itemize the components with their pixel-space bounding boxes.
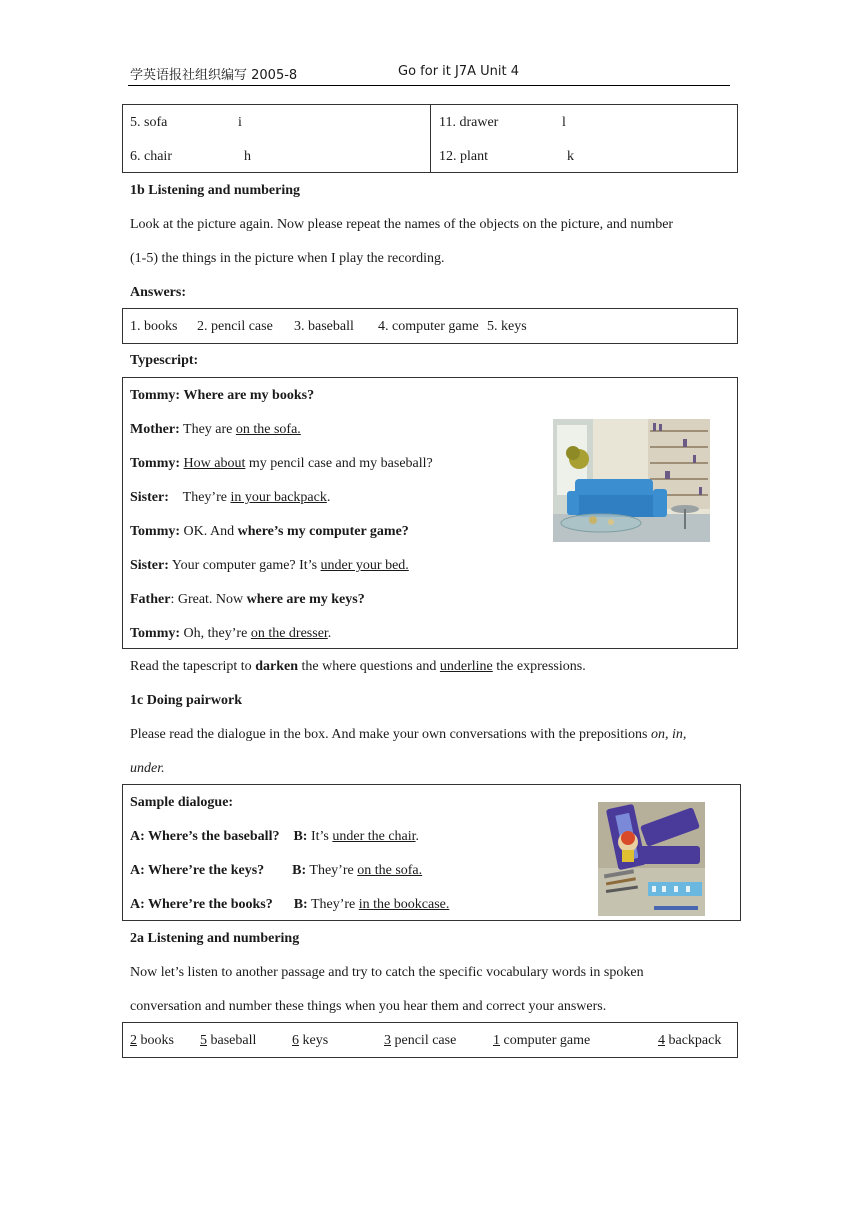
numbered-item: 6 keys — [292, 1033, 329, 1048]
numbered-item: 4 backpack — [658, 1033, 722, 1048]
header-center: Go for it J7A Unit 4 — [398, 64, 520, 79]
numbered-item: 3 pencil case — [384, 1033, 457, 1048]
answer-item: 4. computer game — [378, 319, 479, 334]
vocab-word: 12. plant — [439, 149, 488, 164]
header-left: 学英语报社组织编写 2005-8 — [130, 68, 298, 83]
dialogue-line: Tommy: Oh, they’re on the dresser. — [130, 626, 332, 641]
vocab-letter: h — [244, 149, 251, 164]
section-heading-1b: 1b Listening and numbering — [130, 183, 300, 198]
vocab-letter: k — [567, 149, 574, 164]
section-heading-1c: 1c Doing pairwork — [130, 693, 242, 708]
answer-item: 1. books — [130, 319, 178, 334]
instruction-2a-line1: Now let’s listen to another passage and try to catch the specific vocabulary words in spoken — [130, 965, 644, 980]
answer-item: 2. pencil case — [197, 319, 273, 334]
instruction-1b-line2: (1-5) the things in the picture when I play the recording. — [130, 251, 445, 266]
sample-dialogue-label: Sample dialogue: — [130, 795, 234, 810]
instruction-2a-line2: conversation and number these things when you hear them and correct your answers. — [130, 999, 607, 1014]
section-heading-2a: 2a Listening and numbering — [130, 931, 300, 946]
dialogue-line: Sister: Your computer game? It’s under your bed. — [130, 558, 409, 573]
dialogue-line: Tommy: How about my pencil case and my baseball? — [130, 456, 433, 471]
living-room-photo — [553, 419, 710, 542]
vocab-word: 11. drawer — [439, 115, 499, 130]
answer-item: 3. baseball — [294, 319, 354, 334]
answer-item: 5. keys — [487, 319, 527, 334]
dialogue-line: Father: Great. Now where are my keys? — [130, 592, 365, 607]
header-rule — [128, 85, 730, 86]
numbered-item: 2 books — [130, 1033, 174, 1048]
sample-line: A: Where’re the books? B: They’re in the bookcase. — [130, 897, 450, 912]
vocab-word: 5. sofa — [130, 115, 168, 130]
typescript-label: Typescript: — [130, 353, 199, 368]
dialogue-line: Sister: They’re in your backpack. — [130, 490, 331, 505]
sample-line: A: Where’re the keys? B: They’re on the sofa. — [130, 863, 423, 878]
sample-line: A: Where’s the baseball? B: It’s under the chair. — [130, 829, 420, 844]
answers-label: Answers: — [130, 285, 186, 300]
vocab-table — [122, 104, 738, 173]
vocab-letter: i — [238, 115, 242, 130]
tapescript-note: Read the tapescript to darken the where questions and underline the expressions. — [130, 659, 586, 674]
instruction-1c-line1: Please read the dialogue in the box. And make your own conversations with the prepositions on, in, — [130, 727, 687, 742]
numbered-item: 1 computer game — [493, 1033, 591, 1048]
vocab-word: 6. chair — [130, 149, 172, 164]
dialogue-line: Tommy: OK. And where’s my computer game? — [130, 524, 409, 539]
dialogue-line: Tommy: Where are my books? — [130, 388, 315, 403]
instruction-1b-line1: Look at the picture again. Now please repeat the names of the objects on the picture, and number — [130, 217, 674, 232]
instruction-1c-line2: under. — [130, 761, 165, 776]
vocab-table-divider — [430, 105, 431, 172]
vocab-letter: l — [562, 115, 566, 130]
numbered-item: 5 baseball — [200, 1033, 257, 1048]
pencil-case-photo — [598, 802, 705, 916]
dialogue-line: Mother: They are on the sofa. — [130, 422, 301, 437]
